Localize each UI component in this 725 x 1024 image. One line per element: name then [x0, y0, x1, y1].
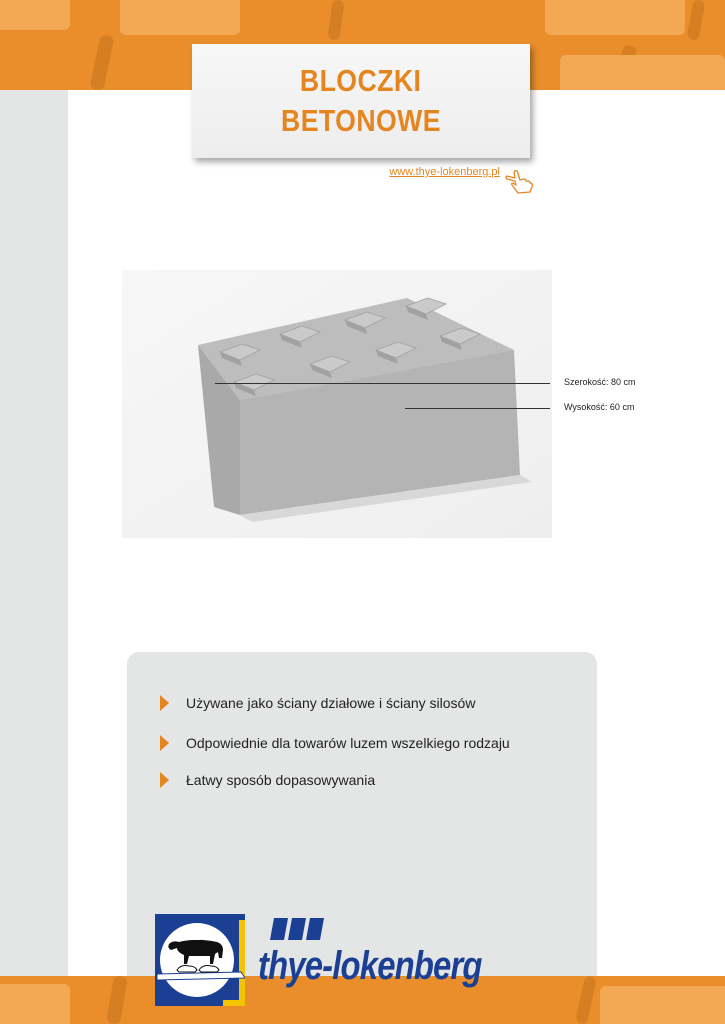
feature-text: Łatwy sposób dopasowywania: [186, 772, 376, 788]
triangle-bullet-icon: [160, 772, 169, 788]
feature-text: Odpowiednie dla towarów luzem wszelkiego rodzaju: [186, 735, 510, 751]
website-link[interactable]: www.thye-lokenberg.pl: [389, 166, 500, 178]
feature-item: [160, 772, 375, 788]
triangle-bullet-icon: [160, 735, 169, 751]
logo-bars-icon: [270, 918, 326, 940]
height-dimension-line: [405, 408, 550, 409]
feature-text: Używane jako ściany działowe i ściany silosów: [186, 695, 476, 711]
page-title-line1: BLOCZKI: [300, 63, 422, 98]
triangle-bullet-icon: [160, 695, 169, 711]
concrete-block-image: [122, 270, 552, 538]
feature-item: [160, 735, 510, 751]
height-label: Wysokość: 60 cm: [564, 402, 635, 412]
brand-logo-text: thye-lokenberg: [258, 944, 482, 988]
width-dimension-line: [215, 383, 550, 384]
page-title-line2: BETONOWE: [281, 103, 441, 138]
width-label: Szerokość: 80 cm: [564, 377, 636, 387]
title-card: [192, 44, 530, 158]
hand-pointer-icon: [504, 168, 534, 194]
feature-item: [160, 695, 475, 711]
side-strip: [0, 90, 68, 976]
cow-logo-icon: [155, 914, 245, 1006]
